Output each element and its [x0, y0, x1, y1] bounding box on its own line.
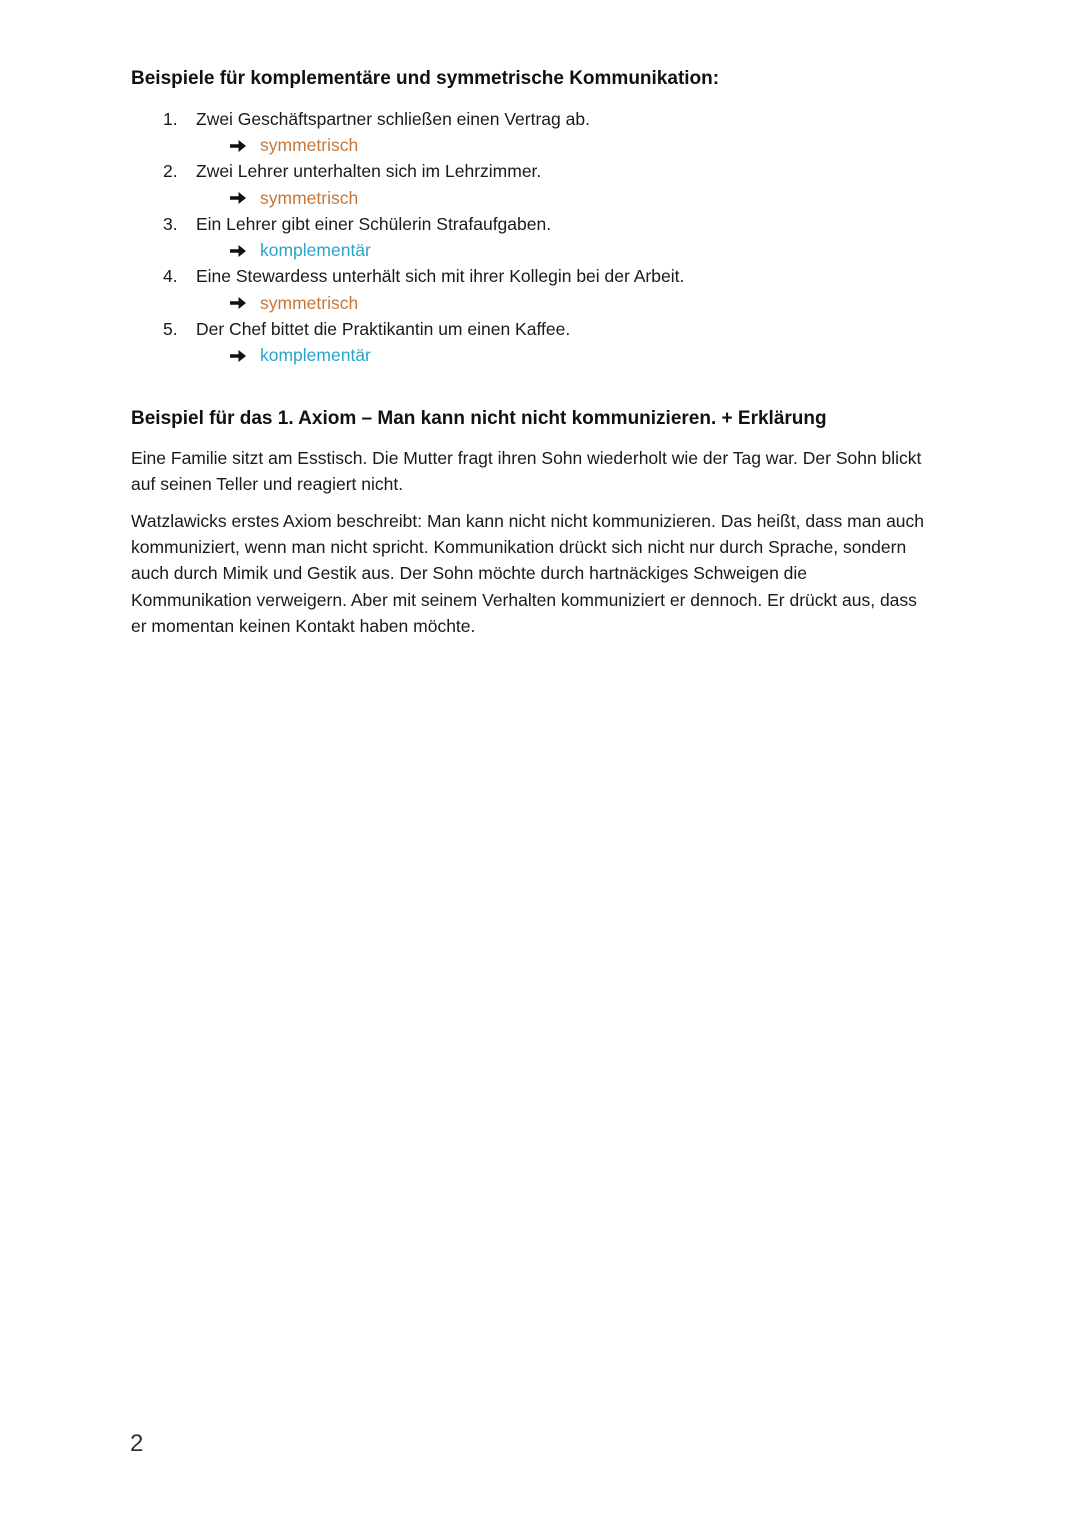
examples-list	[163, 106, 923, 369]
page-number: 2	[130, 1430, 144, 1457]
item-number: 5.	[163, 318, 178, 339]
arrow-right-icon	[229, 296, 247, 310]
list-item	[163, 211, 923, 264]
arrow-right-icon	[229, 244, 247, 258]
item-text: Zwei Geschäftspartner schließen einen Vertrag ab.	[196, 108, 590, 129]
result-label: symmetrisch	[260, 292, 359, 313]
arrow-right-icon	[229, 191, 247, 205]
item-number: 1.	[163, 108, 178, 129]
item-text: Eine Stewardess unterhält sich mit ihrer Kollegin bei der Arbeit.	[196, 266, 685, 287]
result-label: symmetrisch	[260, 135, 359, 155]
explanation-paragraph: Watzlawicks erstes Axiom beschreibt: Man kann nicht nicht kommunizieren. Das heißt, dass man auch kommuniziert, wenn man nicht spricht. Kommunikation drückt sich nicht nur durch Sprache, sondern auch durch Mimik und Gestik aus. Der Sohn möchte durch hartnäckiges Schweigen die Kommunikation verweigern. Aber mit seinem Verhalten kommuniziert er dennoch. Er drückt aus, dass er momentan keinen Kontakt haben möchte.	[131, 511, 925, 636]
section-heading-examples: Beispiele für komplementäre und symmetrische Kommunikation:	[131, 68, 720, 89]
arrow-right-icon	[229, 139, 247, 153]
list-item	[163, 316, 923, 369]
item-text: Der Chef bittet die Praktikantin um einen Kaffee.	[196, 318, 571, 339]
item-number: 2.	[163, 161, 178, 182]
result-label: komplementär	[260, 240, 371, 260]
arrow-right-icon	[229, 349, 247, 363]
list-item	[163, 264, 923, 317]
list-item	[163, 159, 923, 212]
section-heading-axiom: Beispiel für das 1. Axiom – Man kann nicht nicht kommunizieren. + Erklärung	[131, 408, 827, 429]
list-item	[163, 106, 923, 159]
example-paragraph: Eine Familie sitzt am Esstisch. Die Mutter fragt ihren Sohn wiederholt wie der Tag war. Der Sohn blickt auf seinen Teller und reagiert nicht.	[131, 448, 922, 495]
result-label: symmetrisch	[260, 187, 359, 208]
item-text: Ein Lehrer gibt einer Schülerin Strafaufgaben.	[196, 213, 552, 234]
item-text: Zwei Lehrer unterhalten sich im Lehrzimmer.	[196, 161, 542, 182]
result-label: komplementär	[260, 345, 371, 365]
item-number: 4.	[163, 266, 178, 287]
item-number: 3.	[163, 213, 178, 234]
